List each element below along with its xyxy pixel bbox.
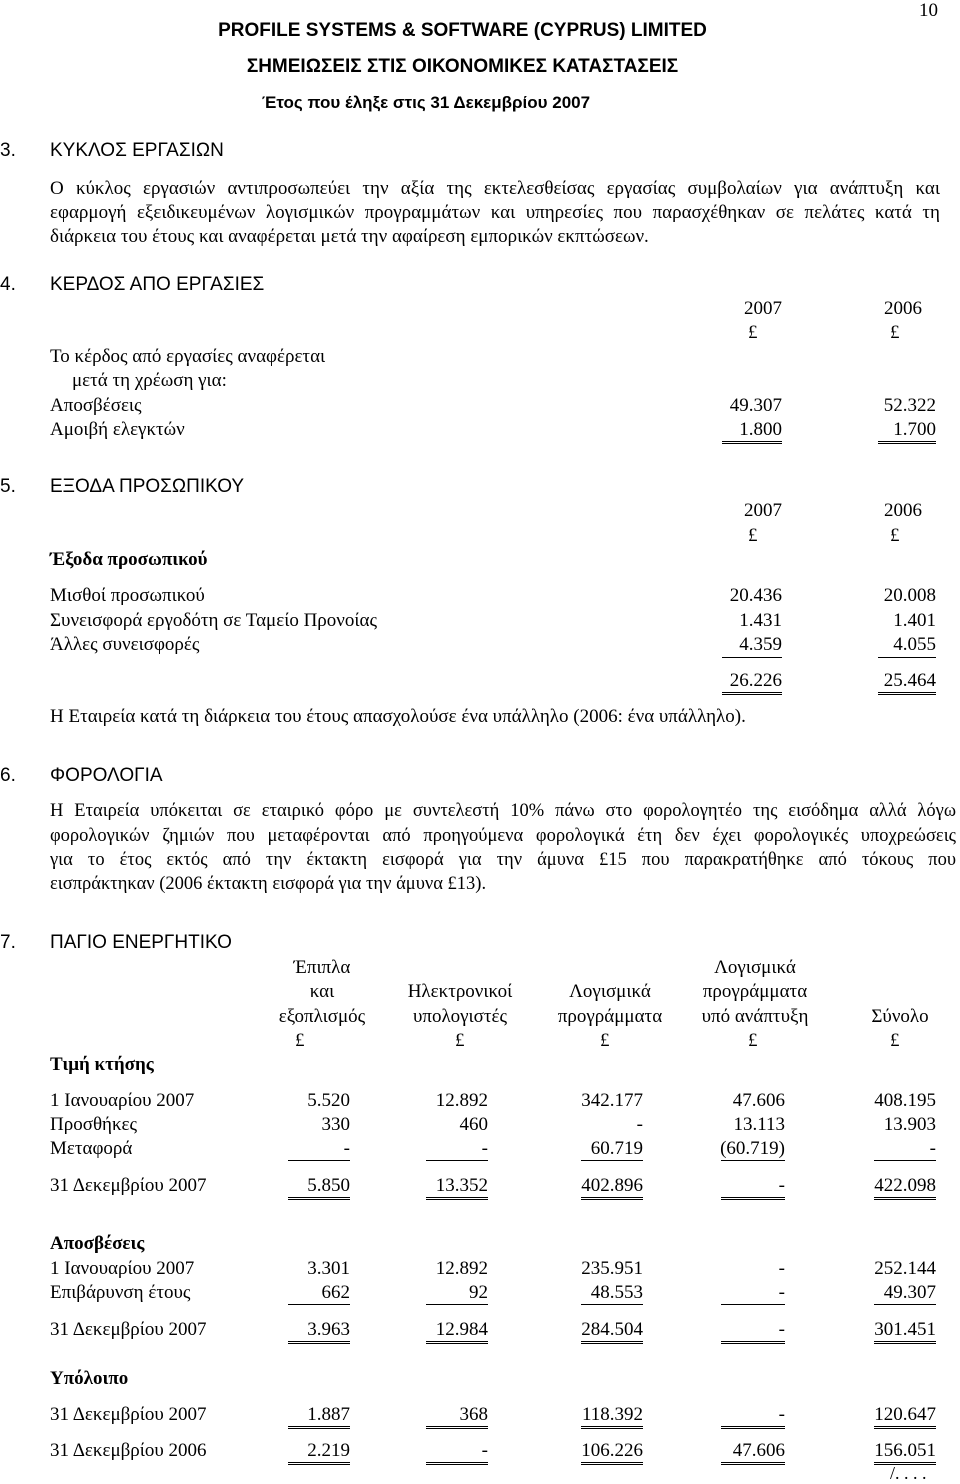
col4-currency: £ [748, 1030, 758, 1051]
s5-year-2006: 2006 [884, 500, 922, 521]
s5-row-provident-2006: 1.401 [893, 610, 936, 631]
s4-row-audit-fee-2006: 1.700 [893, 419, 936, 440]
depreciation-underline [426, 1304, 488, 1305]
depreciation-row-value: 12.984 [435, 1319, 488, 1340]
col4-header-line-2: προγράμματα [702, 981, 808, 1002]
cost-row-value: 13.352 [435, 1175, 488, 1196]
section-7-number: 7. [0, 932, 16, 953]
cost-row-label: 1 Ιανουαρίου 2007 [50, 1090, 195, 1111]
cost-row-value: 5.850 [307, 1175, 350, 1196]
depreciation-underline [581, 1304, 643, 1305]
s4-year-2006: 2006 [884, 298, 922, 319]
s5-employee-note: Η Εταιρεία κατά τη διάρκεια του έτους απασχολούσε ένα υπάλληλο (2006: ένα υπάλληλο). [50, 706, 746, 727]
s4-row-depreciation-label: Αποσβέσεις [50, 395, 142, 416]
cost-underline [874, 1160, 936, 1161]
s5-subtotal-rule-2007 [722, 657, 782, 658]
col5-currency: £ [890, 1030, 900, 1051]
section-5-number: 5. [0, 476, 16, 497]
s4-intro-line-2: μετά τη χρέωση για: [72, 370, 227, 391]
cost-underline [288, 1197, 350, 1200]
section-3-number: 3. [0, 140, 16, 161]
s5-row-salaries-2007: 20.436 [729, 585, 782, 606]
depreciation-underline [874, 1341, 936, 1344]
s4-row-depreciation-2007: 49.307 [729, 395, 782, 416]
balance-underline [581, 1462, 643, 1465]
s5-row-other-label: Άλλες συνεισφορές [50, 634, 200, 655]
col5-header: Σύνολο [871, 1006, 929, 1027]
s5-total-double-rule-2006 [878, 692, 936, 695]
cost-row-label: Μεταφορά [50, 1138, 133, 1159]
cost-heading: Τιμή κτήσης [50, 1054, 154, 1075]
cost-underline [426, 1160, 488, 1161]
cost-underline [721, 1197, 785, 1200]
s5-row-provident-label: Συνεισφορά εργοδότη σε Ταμείο Προνοίας [50, 610, 377, 631]
turnover-text-line-1: Ο κύκλος εργασιών αντιπροσωπεύει την αξία της εκτελεσθείσας εργασίας συμβολαίων για ανάπτυξη και [50, 178, 940, 199]
s5-row-salaries-2006: 20.008 [883, 585, 936, 606]
depreciation-row-value: 12.892 [435, 1258, 488, 1279]
turnover-text-line-2: εφαρμογή εξειδικευμένων λογισμικών προγραμμάτων και υπηρεσίες που παρασχέθηκαν σε πελάτες κατά τη [50, 202, 940, 223]
depreciation-row-label: 1 Ιανουαρίου 2007 [50, 1258, 195, 1279]
col1-header-line-1: Έπιπλα [293, 957, 351, 978]
col4-header-line-1: Λογισμικά [714, 957, 796, 978]
balance-row-value: 1.887 [307, 1404, 350, 1425]
section-7-title: ΠΑΓΙΟ ΕΝΕΡΓΗΤΙΚΟ [50, 932, 232, 953]
depreciation-row-value: - [778, 1319, 785, 1340]
s5-currency-2006: £ [890, 525, 900, 546]
balance-underline [581, 1426, 643, 1429]
balance-underline [721, 1426, 785, 1429]
cost-row-value: 342.177 [581, 1090, 643, 1111]
balance-heading: Υπόλοιπο [50, 1368, 129, 1389]
cost-row-value: (60.719) [720, 1138, 785, 1159]
cost-row-label: 31 Δεκεμβρίου 2007 [50, 1175, 207, 1196]
s4-currency-2007: £ [748, 322, 758, 343]
cost-row-value: 13.903 [883, 1114, 936, 1135]
cost-row-value: 330 [321, 1114, 350, 1135]
cost-row-value: 422.098 [874, 1175, 936, 1196]
balance-row-label: 31 Δεκεμβρίου 2006 [50, 1440, 207, 1461]
balance-row-value: - [481, 1440, 488, 1461]
depreciation-row-value: - [778, 1282, 785, 1303]
cost-row-value: - [481, 1138, 488, 1159]
depreciation-underline [874, 1304, 936, 1305]
cost-row-label: Προσθήκες [50, 1114, 138, 1135]
col2-header-line-1: Ηλεκτρονικοί [407, 981, 513, 1002]
depreciation-underline [288, 1304, 350, 1305]
cost-row-value: 5.520 [307, 1090, 350, 1111]
depreciation-underline [426, 1341, 488, 1344]
balance-row-value: 156.051 [874, 1440, 936, 1461]
depreciation-heading: Αποσβέσεις [50, 1233, 145, 1254]
depreciation-row-value: 662 [321, 1282, 350, 1303]
section-5-title: ΕΞΟΔΑ ΠΡΟΣΩΠΙΚΟΥ [50, 476, 245, 497]
s4-row-depreciation-2006: 52.322 [883, 395, 936, 416]
section-6-title: ΦΟΡΟΛΟΓΙΑ [50, 765, 163, 786]
depreciation-row-value: 3.301 [307, 1258, 350, 1279]
depreciation-row-value: 49.307 [883, 1282, 936, 1303]
tax-text-line-3: για το έτος εκτός από την έκτακτη εισφορά για την άμυνα £15 που παρακρατήθηκε από τόκους που [50, 850, 956, 870]
balance-row-value: 368 [459, 1404, 488, 1425]
col1-header-line-2: και [309, 981, 335, 1002]
s5-total-double-rule-2007 [722, 692, 782, 695]
notes-title: ΣΗΜΕΙΩΣΕΙΣ ΣΤΙΣ ΟΙΚΟΝΟΜΙΚΕΣ ΚΑΤΑΣΤΑΣΕΙΣ [246, 56, 679, 77]
balance-underline [874, 1426, 936, 1429]
balance-underline [721, 1462, 785, 1465]
col1-header-line-3: εξοπλισμός [278, 1006, 366, 1027]
tax-text-line-2: φορολογικών ζημιών που μεταφέρονται από προηγούμενα φορολογικά έτη δεν έχει φορολογικές υποχρεώσεις [50, 826, 956, 846]
cost-row-value: 60.719 [590, 1138, 643, 1159]
cost-row-value: 408.195 [874, 1090, 936, 1111]
cost-row-value: - [929, 1138, 936, 1159]
s5-row-salaries-label: Μισθοί προσωπικού [50, 585, 205, 606]
balance-row-value: 120.647 [874, 1404, 936, 1425]
section-4-number: 4. [0, 274, 16, 295]
cost-row-value: - [343, 1138, 350, 1159]
s4-year-2007: 2007 [744, 298, 782, 319]
tax-text-line-4: εισπράκτηκαν (2006 έκτακτη εισφορά για την άμυνα £13). [50, 874, 487, 894]
balance-underline [288, 1462, 350, 1465]
balance-row-value: 47.606 [732, 1440, 785, 1461]
cost-underline [581, 1160, 643, 1161]
balance-row-value: 118.392 [581, 1404, 643, 1425]
depreciation-row-value: 252.144 [874, 1258, 936, 1279]
page-number: 10 [919, 0, 938, 21]
year-ended: Έτος που έληξε στις 31 Δεκεμβρίου 2007 [261, 93, 591, 112]
cost-row-value: 402.896 [581, 1175, 643, 1196]
depreciation-row-value: - [778, 1258, 785, 1279]
depreciation-underline [288, 1341, 350, 1344]
s5-row-other-2007: 4.359 [739, 634, 782, 655]
cost-row-value: 13.113 [733, 1114, 785, 1135]
depreciation-row-value: 235.951 [581, 1258, 643, 1279]
s4-double-rule-2006 [878, 441, 936, 444]
section-4-title: ΚΕΡΔΟΣ ΑΠΟ ΕΡΓΑΣΙΕΣ [50, 274, 265, 295]
section-3-title: ΚΥΚΛΟΣ ΕΡΓΑΣΙΩΝ [50, 140, 224, 161]
cost-row-value: - [636, 1114, 643, 1135]
turnover-text-line-3: διάρκεια του έτους και αναφέρεται μετά την αφαίρεση εμπορικών εκπτώσεων. [50, 226, 649, 247]
col2-header-line-2: υπολογιστές [412, 1006, 508, 1027]
s5-total-2006: 25.464 [883, 670, 936, 691]
s5-currency-2007: £ [748, 525, 758, 546]
s4-currency-2006: £ [890, 322, 900, 343]
s4-double-rule-2007 [722, 441, 782, 444]
cost-underline [874, 1197, 936, 1200]
cost-underline [581, 1197, 643, 1200]
depreciation-row-value: 284.504 [581, 1319, 643, 1340]
depreciation-row-label: 31 Δεκεμβρίου 2007 [50, 1319, 207, 1340]
cost-row-value: 460 [459, 1114, 488, 1135]
tax-text-line-1: Η Εταιρεία υπόκειται σε εταιρικό φόρο με συντελεστή 10% πάνω στο φορολογητέο της εισόδημα αλλά λόγω [50, 801, 956, 821]
balance-row-value: 106.226 [581, 1440, 643, 1461]
s5-subheading: Έξοδα προσωπικού [50, 549, 208, 570]
col3-currency: £ [600, 1030, 610, 1051]
cost-row-value: 47.606 [732, 1090, 785, 1111]
col1-currency: £ [295, 1030, 305, 1051]
col3-header-line-2: προγράμματα [557, 1006, 663, 1027]
s5-year-2007: 2007 [744, 500, 782, 521]
cost-underline [721, 1160, 785, 1161]
s4-row-audit-fee-label: Αμοιβή ελεγκτών [50, 419, 185, 440]
balance-row-value: - [778, 1404, 785, 1425]
cost-row-value: 12.892 [435, 1090, 488, 1111]
section-6-number: 6. [0, 765, 16, 786]
depreciation-row-value: 92 [469, 1282, 488, 1303]
cost-underline [288, 1160, 350, 1161]
depreciation-underline [581, 1341, 643, 1344]
depreciation-underline [721, 1341, 785, 1344]
s5-row-other-2006: 4.055 [893, 634, 936, 655]
depreciation-row-value: 301.451 [874, 1319, 936, 1340]
depreciation-row-value: 48.553 [590, 1282, 643, 1303]
s5-total-2007: 26.226 [729, 670, 782, 691]
s4-row-audit-fee-2007: 1.800 [739, 419, 782, 440]
col4-header-line-3: υπό ανάπτυξη [701, 1006, 809, 1027]
balance-row-value: 2.219 [307, 1440, 350, 1461]
balance-underline [288, 1426, 350, 1429]
balance-row-label: 31 Δεκεμβρίου 2007 [50, 1404, 207, 1425]
depreciation-row-label: Επιβάρυνση έτους [50, 1282, 191, 1303]
s5-subtotal-rule-2006 [878, 657, 936, 658]
balance-underline [426, 1426, 488, 1429]
depreciation-underline [721, 1304, 785, 1305]
cost-row-value: - [778, 1175, 785, 1196]
s4-intro-line-1: Το κέρδος από εργασίες αναφέρεται [50, 346, 326, 367]
col3-header-line-1: Λογισμικά [569, 981, 651, 1002]
s5-row-provident-2007: 1.431 [739, 610, 782, 631]
company-name: PROFILE SYSTEMS & SOFTWARE (CYPRUS) LIMITED [218, 20, 707, 41]
depreciation-row-value: 3.963 [307, 1319, 350, 1340]
cost-underline [426, 1197, 488, 1200]
col2-currency: £ [455, 1030, 465, 1051]
continued-marker: /. . . . [890, 1463, 927, 1483]
balance-underline [426, 1462, 488, 1465]
